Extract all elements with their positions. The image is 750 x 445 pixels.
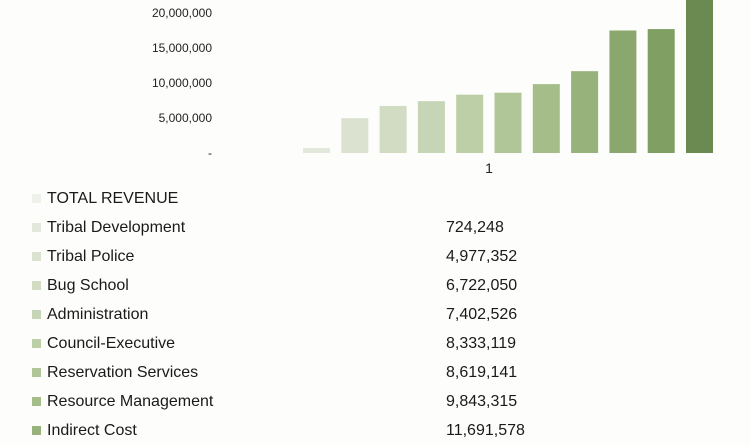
legend-label: Bug School [47,277,129,294]
bar [380,106,407,153]
legend-label: Tribal Development [47,219,186,236]
legend-row [30,416,590,445]
legend-label: Reservation Services [47,364,199,381]
legend-value: 724,248 [446,219,504,236]
bars-group [303,0,713,153]
legend-value: 4,977,352 [446,248,518,265]
bar [303,148,330,153]
bar [533,84,560,153]
legend-row [30,387,590,416]
bar [686,0,713,153]
y-tick-label: 15,000,000 [151,41,212,55]
legend-row [30,242,590,271]
legend-label: Tribal Police [47,248,135,265]
bar [495,93,522,153]
legend-row [30,329,590,358]
legend-row [30,300,590,329]
legend-label: TOTAL REVENUE [47,190,179,207]
bar [609,31,636,154]
legend-value: 9,843,315 [446,393,518,410]
legend-label: Council-Executive [47,335,176,352]
legend-swatch [32,397,41,406]
legend-label: Resource Management [47,393,214,410]
bar [418,101,445,153]
legend-swatch [32,339,41,348]
legend-row [30,184,590,213]
y-tick-label: 20,000,000 [151,6,212,20]
category-label: 1 [485,160,493,176]
legend-swatch [32,194,41,203]
y-tick-label: - [208,146,212,160]
legend-swatch [32,310,41,319]
y-axis-ticks [152,6,212,160]
bar [341,118,368,153]
legend-swatch [32,281,41,290]
legend-row [30,271,590,300]
legend-value: 7,402,526 [446,306,518,323]
bar [456,95,483,153]
legend-swatch [32,426,41,435]
legend-row [30,358,590,387]
legend-value: 8,619,141 [446,364,518,381]
legend-swatch [32,223,41,232]
bar-chart [0,0,750,180]
legend-label: Administration [47,306,149,323]
legend-value: 8,333,119 [446,335,516,352]
bar [571,71,598,153]
bar [648,29,675,153]
y-tick-label: 5,000,000 [158,111,212,125]
y-tick-label: 10,000,000 [151,76,212,90]
legend-swatch [32,368,41,377]
legend-value: 6,722,050 [446,277,518,294]
legend [30,184,590,445]
legend-value: 11,691,578 [446,422,525,439]
legend-row [30,213,590,242]
legend-label: Indirect Cost [47,422,137,439]
legend-swatch [32,252,41,261]
